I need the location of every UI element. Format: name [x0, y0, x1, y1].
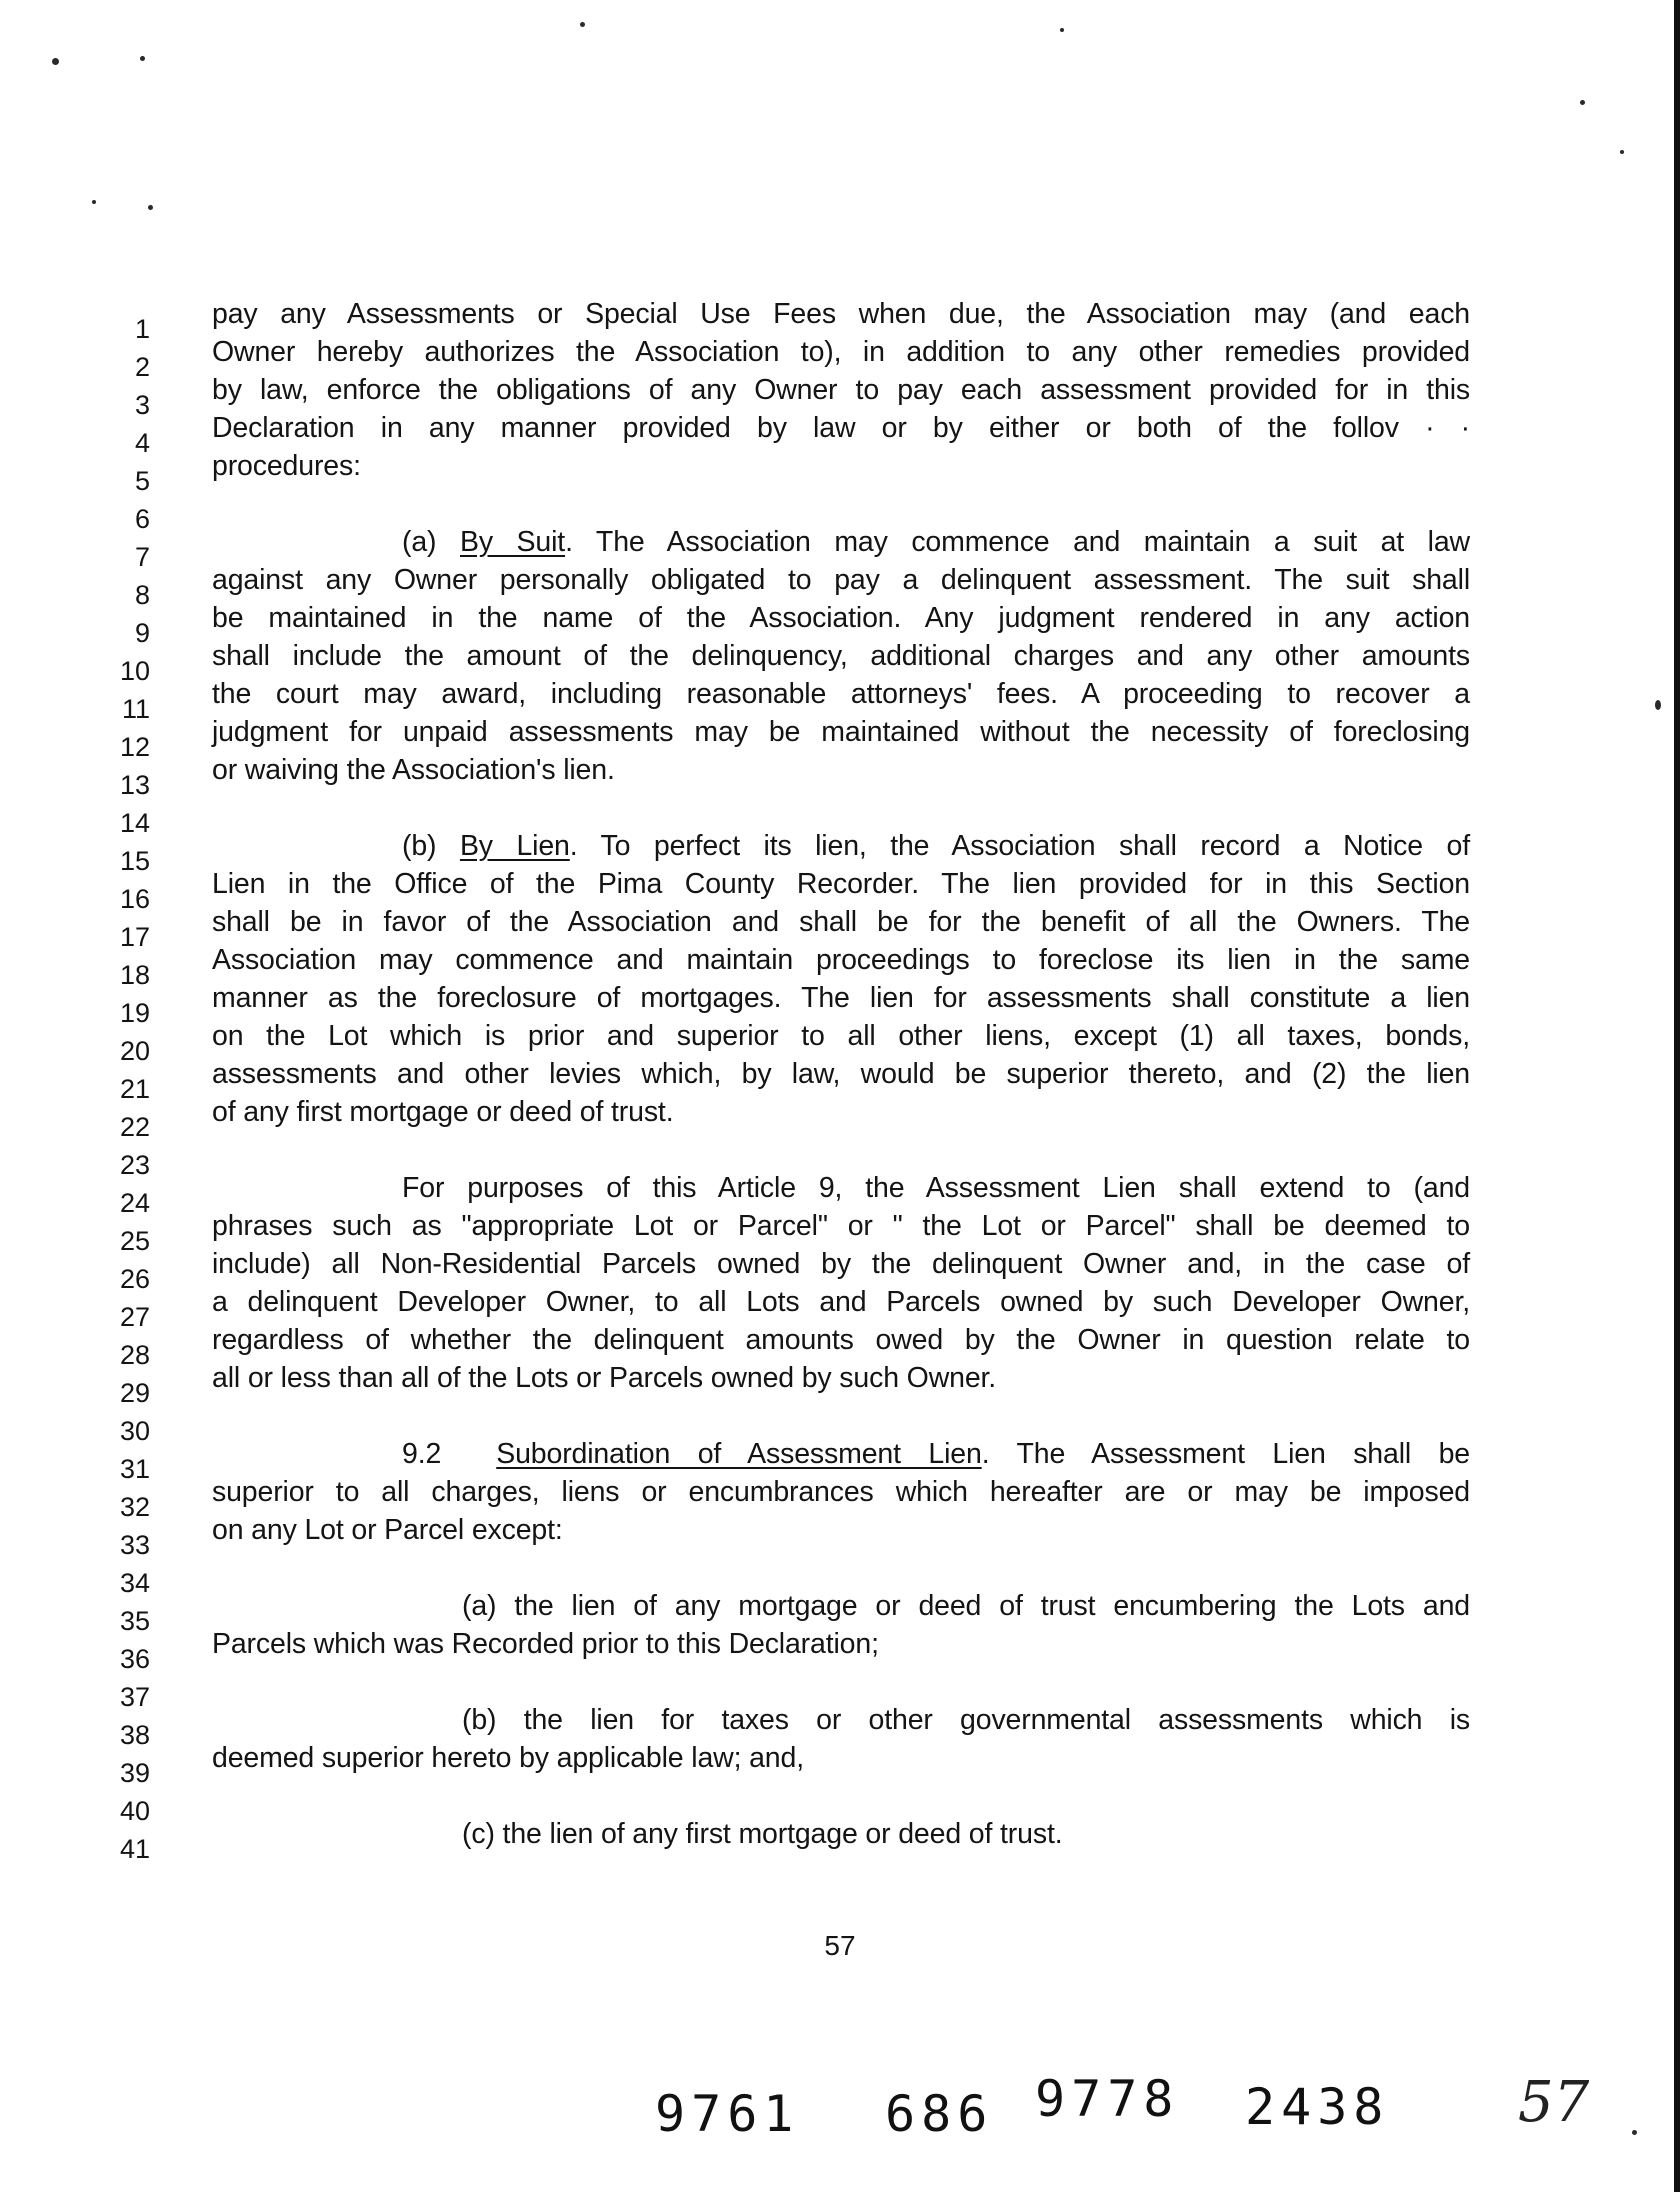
text-line: Declaration in any manner provided by law or by either or both of the follov · ·: [212, 412, 1470, 444]
line-number: 4: [134, 428, 150, 458]
line-number: 11: [121, 694, 150, 724]
text-line: assessments and other levies which, by law, would be superior thereto, and (2) the lien: [212, 1058, 1470, 1090]
scan-speck: [1620, 150, 1624, 154]
line-number: 6: [134, 504, 150, 534]
text-line: pay any Assessments or Special Use Fees when due, the Association may (and each: [212, 298, 1470, 330]
line-number: 31: [119, 1454, 150, 1484]
recording-stamp-number: 2438: [1245, 2078, 1390, 2136]
subsection-a-by-suit: [402, 523, 1470, 561]
scan-speck: [92, 200, 96, 204]
text-line: deemed superior hereto by applicable law; and,: [212, 1742, 804, 1774]
scan-speck: [1060, 28, 1064, 32]
line-number: 12: [119, 732, 150, 762]
section-heading: Subordination of Assessment Lien: [496, 1438, 982, 1470]
item-label: (a): [402, 526, 437, 558]
line-number: 18: [119, 960, 150, 990]
line-number: 25: [119, 1226, 150, 1256]
subsection-heading: By Lien: [459, 830, 570, 862]
line-number: 27: [119, 1302, 150, 1332]
line-number: 33: [119, 1530, 150, 1560]
text-line: all or less than all of the Lots or Parcels owned by such Owner.: [212, 1362, 997, 1394]
line-number: 40: [119, 1796, 150, 1826]
line-number: 20: [119, 1036, 150, 1066]
line-number: 19: [119, 998, 150, 1028]
line-number: 30: [119, 1416, 150, 1446]
line-number: 10: [119, 656, 150, 686]
text-line: judgment for unpaid assessments may be maintained without the necessity of foreclosing: [212, 716, 1470, 748]
line-number: 21: [119, 1074, 150, 1104]
line-number: 28: [119, 1340, 150, 1370]
scan-edge: [1674, 0, 1680, 2192]
line-number: 38: [119, 1720, 150, 1750]
line-number: 23: [119, 1150, 150, 1180]
text-line: regardless of whether the delinquent amounts owed by the Owner in question relate to: [212, 1324, 1470, 1356]
text-run: . The Association may commence and maintain a suit at law: [565, 526, 1470, 558]
line-number: 1: [134, 314, 150, 344]
subsection-heading: By Suit: [460, 526, 566, 558]
text-line: shall be in favor of the Association and shall be for the benefit of all the Owners. The: [212, 906, 1470, 938]
text-line: (a) the lien of any mortgage or deed of trust encumbering the Lots and: [462, 1590, 1470, 1622]
recording-stamp-number: 9761: [655, 2085, 800, 2143]
text-line: procedures:: [212, 450, 361, 482]
text-line: by law, enforce the obligations of any Owner to pay each assessment provided for in this: [212, 374, 1470, 406]
line-number: 5: [134, 466, 150, 496]
line-number: 29: [119, 1378, 150, 1408]
text-line: a delinquent Developer Owner, to all Lots and Parcels owned by such Developer Owner,: [212, 1286, 1470, 1318]
line-number: 2: [134, 352, 150, 382]
line-number: 3: [134, 390, 150, 420]
handwritten-page-mark: 57: [1518, 2070, 1590, 2135]
line-number: 35: [119, 1606, 150, 1636]
text-line: manner as the foreclosure of mortgages. The lien for assessments shall constitute a lien: [212, 982, 1470, 1014]
item-label: (b): [402, 830, 437, 862]
line-number: 7: [134, 542, 150, 572]
text-line: shall include the amount of the delinquency, additional charges and any other amounts: [212, 640, 1470, 672]
subsection-b-by-lien: [402, 827, 1470, 865]
line-number: 22: [119, 1112, 150, 1142]
line-number: 14: [119, 808, 150, 838]
line-number: 32: [119, 1492, 150, 1522]
text-line: against any Owner personally obligated to pay a delinquent assessment. The suit shall: [212, 564, 1470, 596]
text-line: or waiving the Association's lien.: [212, 754, 615, 786]
line-number: 26: [119, 1264, 150, 1294]
text-line: the court may award, including reasonable attorneys' fees. A proceeding to recover a: [212, 678, 1470, 710]
line-number: 16: [119, 884, 150, 914]
text-line: Parcels which was Recorded prior to this Declaration;: [212, 1628, 879, 1660]
scan-speck: [52, 58, 59, 65]
recording-stamp-number: 9778: [1035, 2070, 1180, 2128]
line-number: 24: [119, 1188, 150, 1218]
scan-speck: [1580, 100, 1585, 105]
line-number: 13: [119, 770, 150, 800]
section-9-2-heading-line: [402, 1435, 1470, 1473]
line-number: 39: [119, 1758, 150, 1788]
text-run: . To perfect its lien, the Association shall record a Notice of: [569, 830, 1470, 862]
line-number: 8: [134, 580, 150, 610]
line-number: 36: [119, 1644, 150, 1674]
text-line: phrases such as "appropriate Lot or Parcel" or " the Lot or Parcel" shall be deemed to: [212, 1210, 1470, 1242]
text-line: be maintained in the name of the Association. Any judgment rendered in any action: [212, 602, 1470, 634]
text-run: . The Assessment Lien shall be: [981, 1438, 1470, 1470]
scan-speck: [1655, 700, 1661, 710]
text-line: on any Lot or Parcel except:: [212, 1514, 563, 1546]
scan-speck: [1632, 2130, 1637, 2135]
line-number: 37: [119, 1682, 150, 1712]
text-line: Lien in the Office of the Pima County Recorder. The lien provided for in this Section: [212, 868, 1470, 900]
section-number: 9.2: [402, 1438, 442, 1470]
text-line: include) all Non-Residential Parcels owned by the delinquent Owner and, in the case of: [212, 1248, 1470, 1280]
text-line: of any first mortgage or deed of trust.: [212, 1096, 674, 1128]
line-number: 15: [119, 846, 150, 876]
text-line: For purposes of this Article 9, the Assessment Lien shall extend to (and: [402, 1172, 1470, 1204]
scan-speck: [580, 22, 585, 27]
scan-speck: [148, 205, 153, 210]
line-number: 17: [119, 922, 150, 952]
line-number: 34: [119, 1568, 150, 1598]
scan-speck: [140, 56, 145, 61]
text-line: (c) the lien of any first mortgage or deed of trust.: [462, 1818, 1063, 1850]
line-number: 41: [119, 1834, 150, 1864]
text-line: Association may commence and maintain proceedings to foreclose its lien in the same: [212, 944, 1470, 976]
text-line: superior to all charges, liens or encumbrances which hereafter are or may be imposed: [212, 1476, 1470, 1508]
line-number: 9: [134, 618, 150, 648]
page-number: 57: [824, 1930, 856, 1961]
text-line: (b) the lien for taxes or other governmental assessments which is: [462, 1704, 1470, 1736]
text-line: on the Lot which is prior and superior to all other liens, except (1) all taxes, bonds,: [212, 1020, 1470, 1052]
recording-stamp-number: 686: [885, 2085, 994, 2143]
text-line: Owner hereby authorizes the Association to), in addition to any other remedies provided: [212, 336, 1470, 368]
